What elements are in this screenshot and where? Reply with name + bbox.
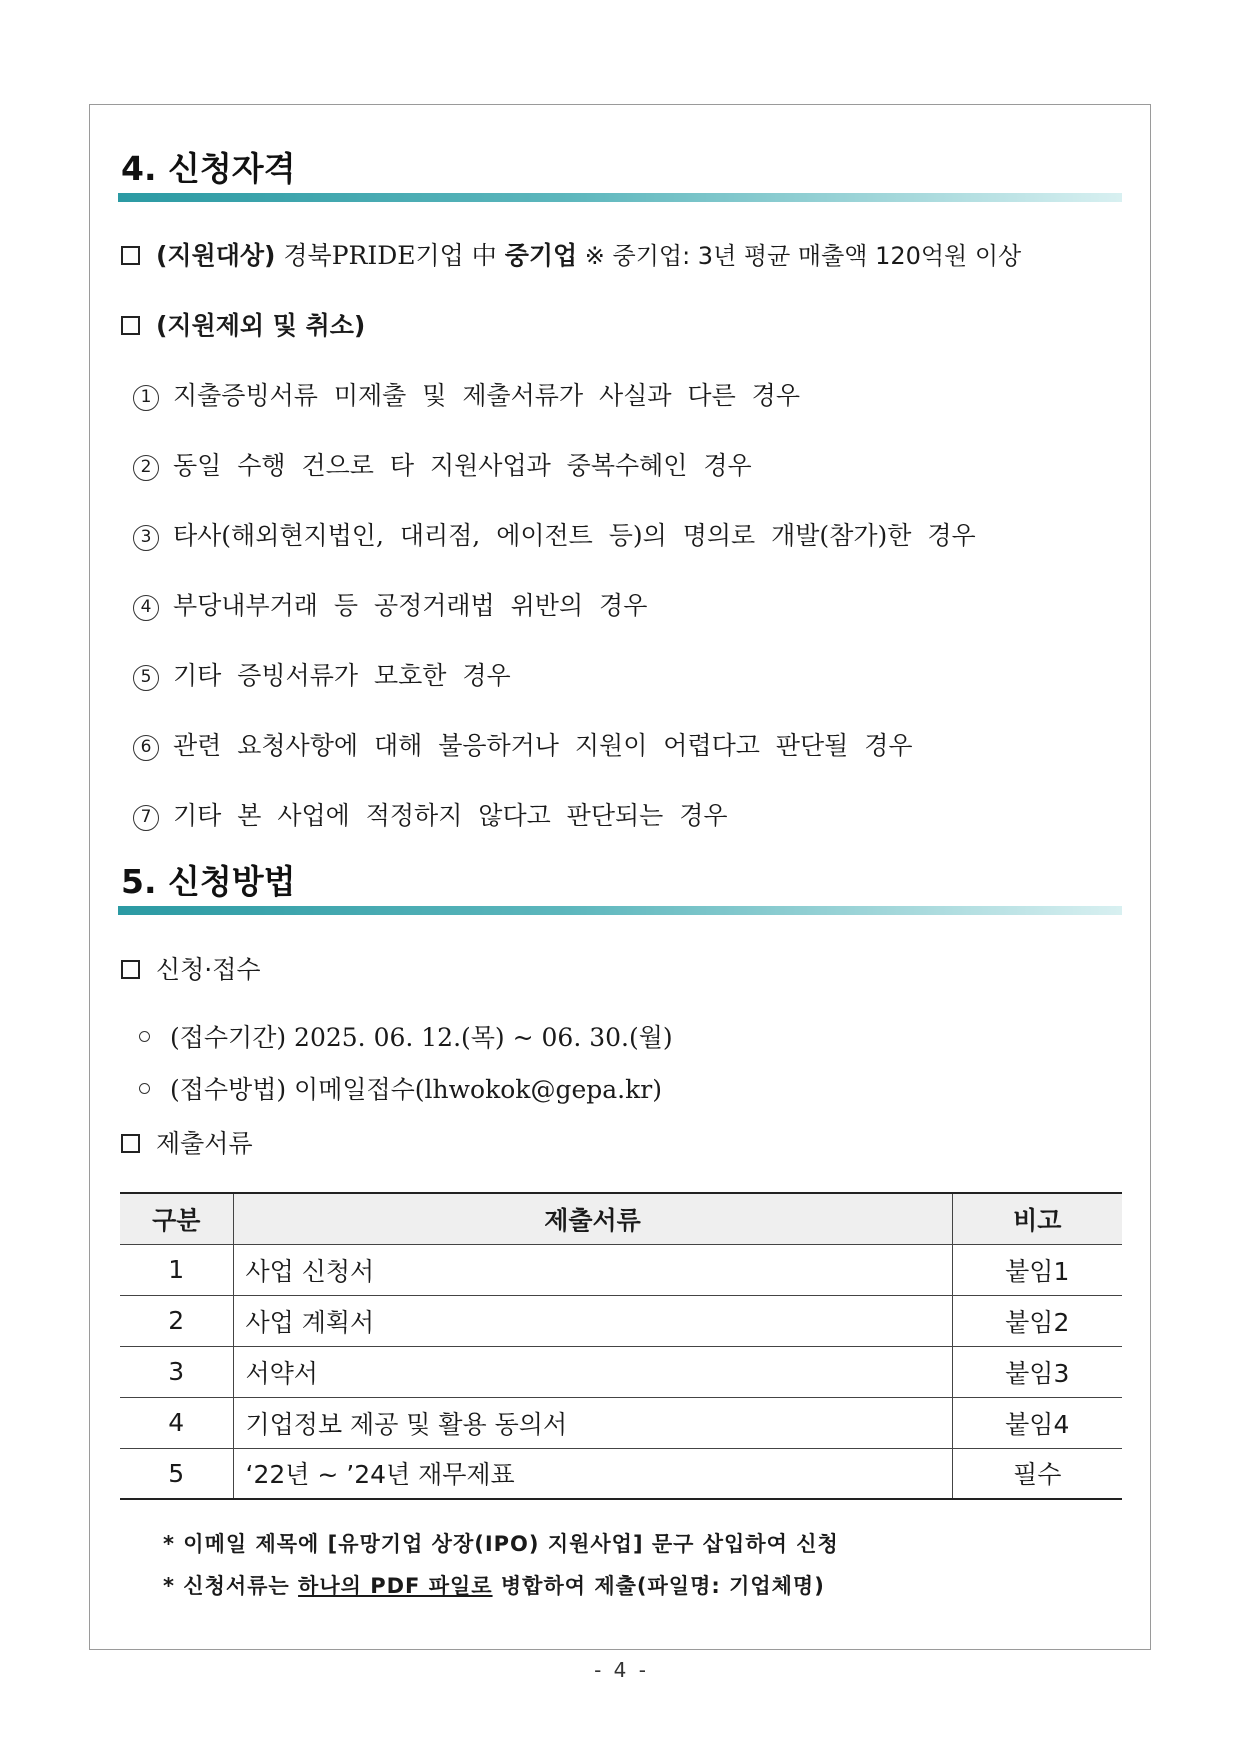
docs-line — [121, 1124, 253, 1160]
note-pdf-underlined: 하나의 PDF 파일로 — [298, 1574, 493, 1598]
header-remarks: 비고 — [952, 1193, 1122, 1244]
period-line — [139, 1018, 673, 1054]
method-line — [139, 1070, 662, 1106]
support-target-label: (지원대상) — [156, 241, 276, 270]
apply-label: 신청·접수 — [156, 955, 261, 984]
checkbox-icon — [121, 316, 140, 335]
period-text: (접수기간) 2025. 06. 12.(목) ~ 06. 30.(월) — [170, 1023, 673, 1052]
checkbox-icon — [121, 1134, 140, 1153]
row-document: 서약서 — [233, 1346, 952, 1397]
row-number: 2 — [120, 1295, 233, 1346]
support-target-text: 경북PRIDE기업 中 — [275, 241, 505, 270]
circled-number: 3 — [133, 525, 159, 551]
row-document: 사업 계획서 — [233, 1295, 952, 1346]
row-number: 3 — [120, 1346, 233, 1397]
exclusion-item-text: 부당내부거래 등 공정거래법 위반의 경우 — [173, 591, 648, 620]
checkbox-icon — [121, 246, 140, 265]
note-email-subject: * 이메일 제목에 [유망기업 상장(IPO) 지원사업] 문구 삽입하여 신청 — [163, 1532, 839, 1556]
table-row — [120, 1244, 1122, 1295]
note-pdf-prefix: * 신청서류는 — [163, 1574, 299, 1598]
section-5-heading: 5. 신청방법 — [121, 862, 296, 901]
bullet-icon — [139, 1083, 150, 1094]
exclusion-item-text: 지출증빙서류 미제출 및 제출서류가 사실과 다른 경우 — [173, 381, 800, 410]
note-pdf-suffix: 병합하여 제출(파일명: 기업체명) — [492, 1574, 825, 1598]
note-pdf-merge — [163, 1570, 825, 1600]
apply-line — [121, 950, 261, 986]
section-4-divider — [118, 193, 1122, 202]
circled-number: 6 — [133, 735, 159, 761]
exclusion-item-text: 타사(해외현지법인, 대리점, 에이전트 등)의 명의로 개발(참가)한 경우 — [173, 521, 976, 550]
exclusion-line — [121, 306, 365, 342]
documents-table — [120, 1192, 1122, 1500]
exclusion-item — [133, 796, 728, 832]
docs-label: 제출서류 — [156, 1129, 253, 1158]
exclusion-item — [133, 656, 511, 692]
circled-number: 2 — [133, 455, 159, 481]
support-target-line — [121, 236, 1021, 272]
circled-number: 1 — [133, 385, 159, 411]
row-number: 5 — [120, 1448, 233, 1499]
circled-number: 4 — [133, 595, 159, 621]
circled-number: 5 — [133, 665, 159, 691]
support-target-note: ※ 중기업: 3년 평균 매출액 120억원 이상 — [577, 242, 1022, 270]
circled-number: 7 — [133, 805, 159, 831]
row-remark: 붙임2 — [952, 1295, 1122, 1346]
row-document: 사업 신청서 — [233, 1244, 952, 1295]
row-remark: 필수 — [952, 1448, 1122, 1499]
row-document: ‘22년 ~ ’24년 재무제표 — [233, 1448, 952, 1499]
row-number: 4 — [120, 1397, 233, 1448]
section-4-heading: 4. 신청자격 — [121, 149, 296, 188]
section-5-divider — [118, 906, 1122, 915]
method-text: (접수방법) 이메일접수(lhwokok@gepa.kr) — [170, 1075, 662, 1104]
row-remark: 붙임4 — [952, 1397, 1122, 1448]
table-header-row — [120, 1193, 1122, 1244]
exclusion-item-text: 기타 증빙서류가 모호한 경우 — [173, 661, 511, 690]
support-target-bold: 중기업 — [504, 241, 578, 270]
header-documents: 제출서류 — [233, 1193, 952, 1244]
exclusion-item — [133, 726, 913, 762]
exclusion-item — [133, 446, 752, 482]
table-row — [120, 1397, 1122, 1448]
table-row — [120, 1295, 1122, 1346]
exclusion-item-text: 동일 수행 건으로 타 지원사업과 중복수혜인 경우 — [173, 451, 752, 480]
exclusion-item-text: 관련 요청사항에 대해 불응하거나 지원이 어렵다고 판단될 경우 — [173, 731, 913, 760]
exclusion-item — [133, 586, 647, 622]
exclusion-item — [133, 376, 800, 412]
exclusion-label: (지원제외 및 취소) — [156, 311, 366, 340]
page-number: - 4 - — [594, 1658, 646, 1682]
row-remark: 붙임1 — [952, 1244, 1122, 1295]
header-category: 구분 — [120, 1193, 233, 1244]
table-row — [120, 1448, 1122, 1499]
row-number: 1 — [120, 1244, 233, 1295]
exclusion-item — [133, 516, 976, 552]
bullet-icon — [139, 1031, 150, 1042]
exclusion-item-text: 기타 본 사업에 적정하지 않다고 판단되는 경우 — [173, 801, 728, 830]
checkbox-icon — [121, 960, 140, 979]
row-document: 기업정보 제공 및 활용 동의서 — [233, 1397, 952, 1448]
row-remark: 붙임3 — [952, 1346, 1122, 1397]
table-row — [120, 1346, 1122, 1397]
